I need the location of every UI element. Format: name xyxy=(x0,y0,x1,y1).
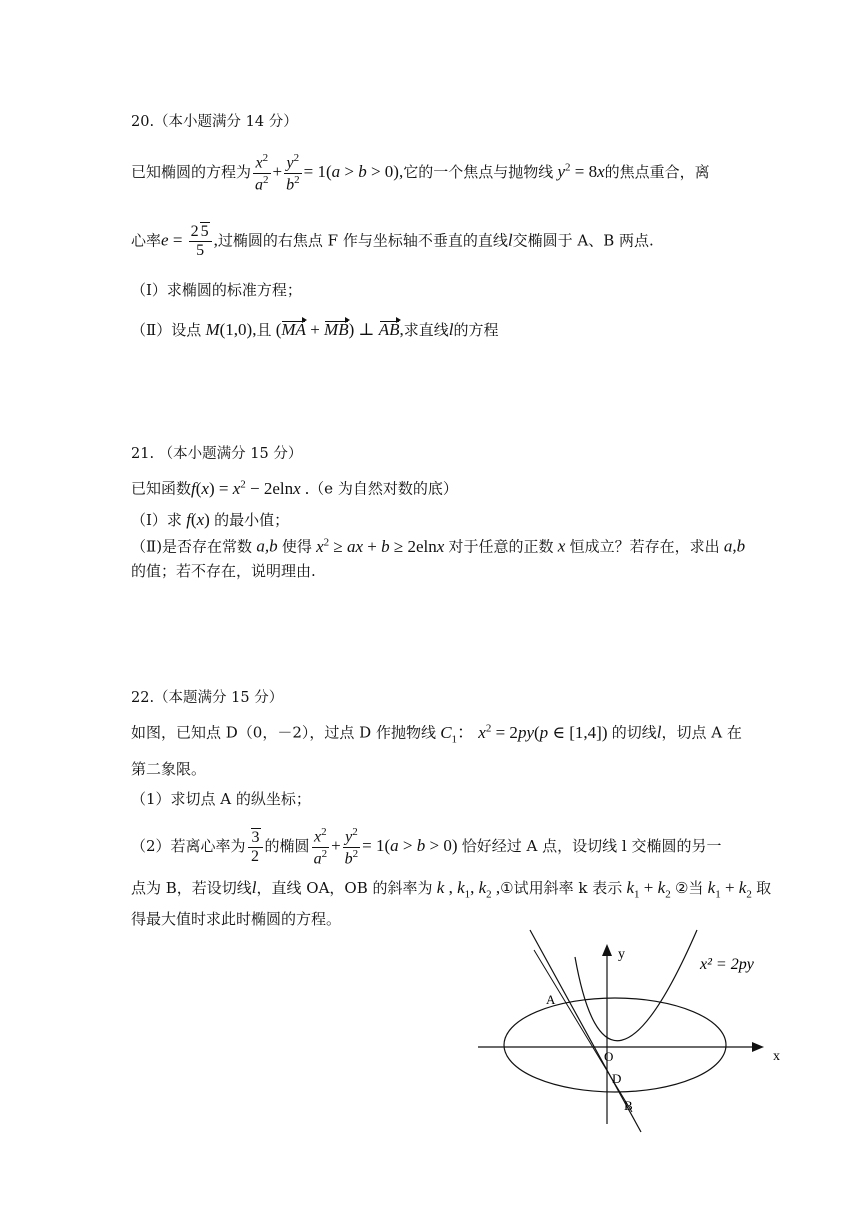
q22-line5: 点为 B，若设切线l，直线 OA，OB 的斜率为 k , $k_1$, $k_2$ ,①试用斜率 k 表示 $k_1 + k_2$ ②当 $k_1 + k_2$ 取 xyxy=(131,878,772,901)
origin-label: O xyxy=(604,1049,614,1064)
fraction: $\frac{x^2}{a^2}$ xyxy=(255,152,269,194)
point-label-a: A xyxy=(546,992,556,1007)
axis-label-x: x xyxy=(773,1049,780,1064)
parabola-ellipse-figure xyxy=(470,925,800,1140)
q20-part1: （Ⅰ）求椭圆的标准方程； xyxy=(131,281,302,299)
x-axis-arrow xyxy=(752,1042,764,1052)
y-axis-arrow xyxy=(602,944,612,956)
axis-label-y: y xyxy=(618,947,625,962)
q22-line2: 第二象限。 xyxy=(131,760,207,778)
q21-part2-cont: 的值；若不存在，说明理由. xyxy=(131,562,316,580)
q22-part1: （1）求切点 A 的纵坐标； xyxy=(131,790,311,808)
fraction: $\frac{y^2}{b^2}$ xyxy=(344,826,359,868)
point-label-d: D xyxy=(612,1071,622,1086)
q20-line2: 心率e = $\frac{2 5}{5}$ ,过椭圆的右焦点 F 作与坐标轴不垂直的直线l交椭圆于 A、B 两点. xyxy=(131,223,654,260)
q21-part1: （Ⅰ）求 f(x) 的最小值； xyxy=(131,510,290,529)
q21-part2: （Ⅱ)是否存在常数 a,b 使得 $x^2$ ≥ ax + b ≥ 2elnx 对于任意的正数 x 恒成立？若存在，求出 a,b xyxy=(131,536,746,556)
q22-header: 22.（本题满分 15 分） xyxy=(131,690,284,706)
fraction: $\frac{2 5}{5}$ xyxy=(189,222,212,261)
q20-header: 20.（本小题满分 14 分） xyxy=(131,114,298,130)
point-label-b: B xyxy=(624,1098,633,1113)
fraction: $\frac{x^2}{a^2}$ xyxy=(313,826,328,868)
q21-line1: 已知函数$f(x) = x^2 - 2elnx$ .（e 为自然对数的底） xyxy=(131,478,458,498)
q20-line1: 已知椭圆的方程为 $\frac{x^2}{a^2}$ + $\frac{y^2}{b^2}$ = 1(a > b > 0),它的一个焦点与抛物线 $y^2 = 8x$的焦点重合，离 xyxy=(131,152,710,194)
fraction: $\frac{y^2}{b^2}$ xyxy=(286,152,300,194)
fraction: $\frac{3}{2}$ xyxy=(248,828,263,867)
curve-equation-label: x² = 2py xyxy=(700,956,754,973)
q20-part2: （Ⅱ）设点 M(1,0),且 (MA + MB) ⊥ AB,求直线l的方程 xyxy=(131,320,499,339)
tangent-line-2 xyxy=(534,950,632,1112)
q22-line6: 得最大值时求此时椭圆的方程。 xyxy=(131,910,342,928)
q21-header: 21. （本小题满分 15 分） xyxy=(131,446,303,462)
q22-line1: 如图，已知点 D（0，－2），过点 D 作抛物线 $C_1$： $x^2 = 2py(p$ ∈ [1,4]) 的切线l，切点 A 在 xyxy=(131,722,742,746)
parabola-curve xyxy=(575,930,697,1041)
q22-part2: （2）若离心率为 $\frac{3}{2}$ 的椭圆 $\frac{x^2}{a^2}$ + $\frac{y^2}{b^2}$ = 1(a > b > 0) 恰好经过 A 点，设切线 l 交椭圆的另一 xyxy=(131,826,722,868)
